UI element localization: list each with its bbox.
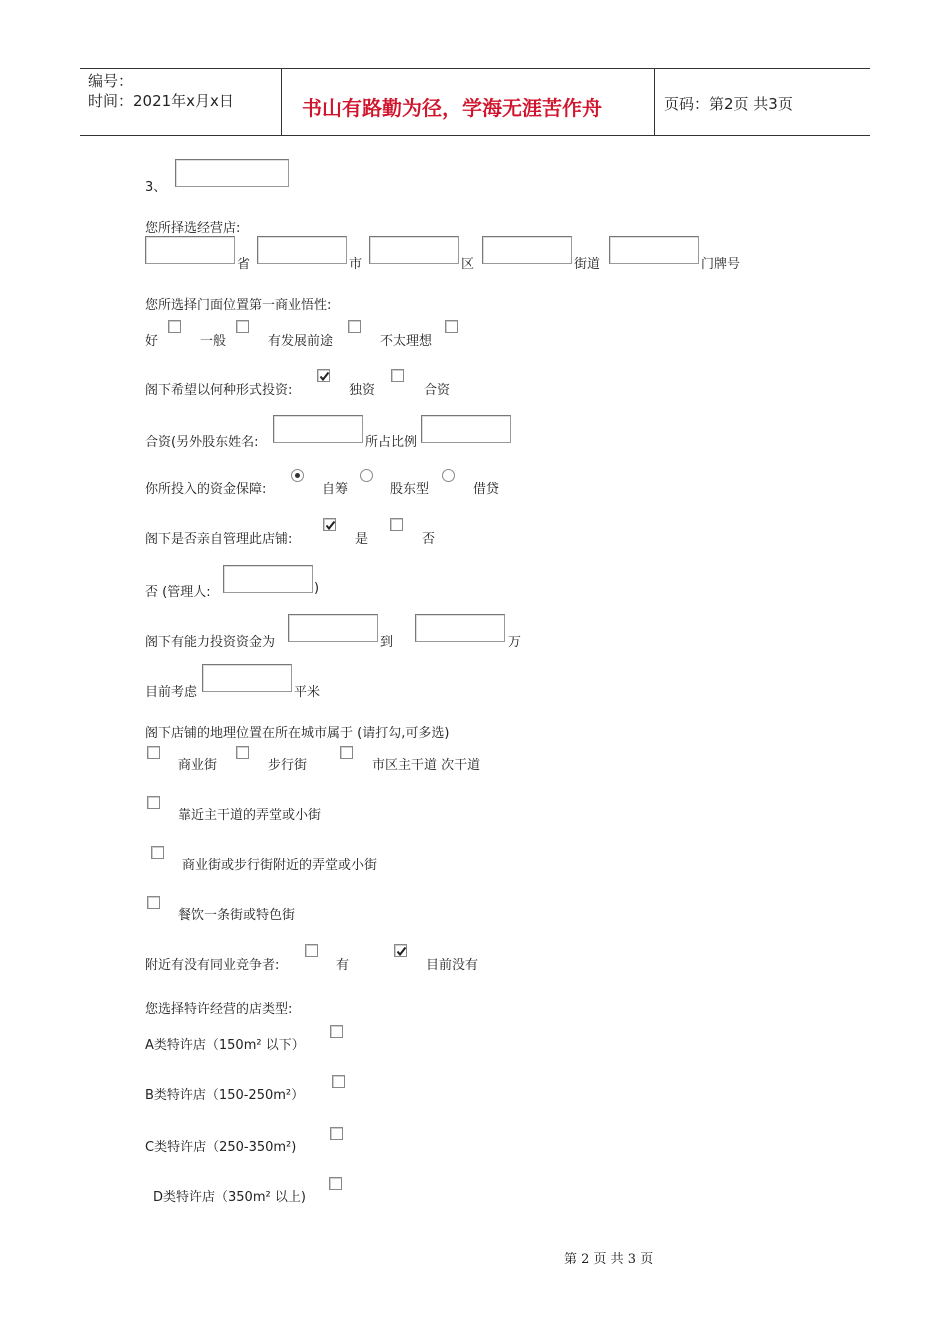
door-number-input[interactable] [609, 236, 699, 264]
capacity-max-input[interactable] [415, 614, 505, 642]
location-question: 阁下店铺的地理位置在所在城市属于 (请打勾,可多选) [145, 726, 450, 741]
competitor-have-checkbox[interactable] [305, 944, 318, 957]
check-icon [318, 370, 331, 383]
sole-label: 独资 [349, 383, 376, 398]
good-checkbox[interactable] [168, 320, 181, 333]
area-question: 目前考虑 [145, 685, 198, 700]
item-3-label: 3、 [145, 180, 167, 195]
type-b-checkbox[interactable] [332, 1075, 345, 1088]
near-commercial-label: 商业街或步行街附近的弄堂或小街 [182, 858, 378, 873]
header-time: 时间：2021年x月x日 [88, 92, 234, 110]
page-footer: 第 2 页 共 3 页 [564, 1252, 654, 1267]
pedestrian-street-label: 步行街 [268, 758, 308, 773]
self-manage-no-checkbox[interactable] [390, 518, 403, 531]
header-motto: 书山有路勤为径，学海无涯苦作舟 [302, 96, 602, 120]
type-a-label: A类特许店（150m² 以下） [145, 1038, 305, 1053]
type-question: 您选择特许经营的店类型: [145, 1002, 293, 1017]
self-manage-yes-checkbox[interactable] [323, 518, 336, 531]
city-input[interactable] [257, 236, 347, 264]
shareholder-name-input[interactable] [273, 415, 363, 443]
self-raised-label: 自筹 [322, 482, 349, 497]
type-d-checkbox[interactable] [329, 1177, 342, 1190]
pedestrian-street-checkbox[interactable] [236, 746, 249, 759]
province-label: 省 [237, 257, 251, 272]
loan-label: 借贷 [473, 482, 500, 497]
type-b-label: B类特许店（150-250m²） [145, 1088, 305, 1103]
type-a-checkbox[interactable] [330, 1025, 343, 1038]
shareholder-label: 股东型 [390, 482, 430, 497]
no-label: 否 [422, 532, 436, 547]
capacity-min-input[interactable] [288, 614, 378, 642]
check-icon [324, 519, 337, 532]
header-top-line [80, 68, 870, 69]
street-input[interactable] [482, 236, 572, 264]
header-number: 编号： [88, 72, 134, 90]
position-question: 您所选择门面位置第一商业悟性: [145, 298, 332, 313]
wan-label: 万 [508, 635, 522, 650]
main-road-label: 市区主干道 次干道 [372, 758, 481, 773]
none-label: 目前没有 [426, 958, 479, 973]
sole-checkbox[interactable] [317, 369, 330, 382]
food-street-label: 餐饮一条街或特色街 [178, 908, 296, 923]
type-c-checkbox[interactable] [330, 1127, 343, 1140]
header-divider-1 [281, 68, 282, 136]
type-c-label: C类特许店（250-350m²) [145, 1140, 297, 1155]
competitor-none-checkbox[interactable] [394, 944, 407, 957]
self-raised-radio[interactable] [291, 469, 304, 482]
district-input[interactable] [369, 236, 459, 264]
to-label: 到 [380, 635, 394, 650]
have-label: 有 [336, 958, 350, 973]
promising-label: 有发展前途 [268, 334, 334, 349]
joint-checkbox[interactable] [391, 369, 404, 382]
share-ratio-input[interactable] [421, 415, 511, 443]
city-label: 市 [349, 257, 363, 272]
item-3-input[interactable] [175, 159, 289, 187]
food-street-checkbox[interactable] [147, 896, 160, 909]
self-manage-question: 阁下是否亲自管理此店铺: [145, 532, 293, 547]
joint-label: 合资 [424, 383, 451, 398]
near-commercial-checkbox[interactable] [151, 846, 164, 859]
area-input[interactable] [202, 664, 292, 692]
capacity-question: 阁下有能力投资资金为 [145, 635, 276, 650]
commercial-street-checkbox[interactable] [147, 746, 160, 759]
yes-label: 是 [355, 532, 369, 547]
normal-checkbox[interactable] [236, 320, 249, 333]
share-ratio-label: 所占比例 [365, 435, 418, 450]
door-number-label: 门牌号 [701, 257, 741, 272]
near-main-road-checkbox[interactable] [147, 796, 160, 809]
street-label: 街道 [574, 257, 601, 272]
not-ideal-label: 不太理想 [380, 334, 433, 349]
main-road-checkbox[interactable] [340, 746, 353, 759]
shareholder-radio[interactable] [360, 469, 373, 482]
fund-question: 你所投入的资金保障: [145, 482, 267, 497]
joint-name-question: 合资(另外股东姓名: [145, 435, 259, 450]
store-question: 您所择选经营店: [145, 221, 241, 236]
district-label: 区 [461, 257, 475, 272]
good-label: 好 [145, 334, 159, 349]
manager-close: ) [314, 581, 320, 596]
promising-checkbox[interactable] [348, 320, 361, 333]
normal-label: 一般 [200, 334, 227, 349]
province-input[interactable] [145, 236, 235, 264]
near-main-road-label: 靠近主干道的弄堂或小街 [178, 808, 322, 823]
header-page: 页码：第2页 共3页 [664, 95, 793, 113]
check-icon [395, 945, 408, 958]
not-ideal-checkbox[interactable] [445, 320, 458, 333]
manager-input[interactable] [223, 565, 313, 593]
header-divider-2 [654, 68, 655, 136]
sqm-label: 平米 [294, 685, 321, 700]
type-d-label: D类特许店（350m² 以上) [153, 1190, 306, 1205]
invest-form-question: 阁下希望以何种形式投资: [145, 383, 293, 398]
loan-radio[interactable] [442, 469, 455, 482]
header-bottom-line [80, 135, 870, 136]
manager-question: 否 (管理人: [145, 585, 211, 600]
competitor-question: 附近有没有同业竞争者: [145, 958, 280, 973]
commercial-street-label: 商业街 [178, 758, 218, 773]
